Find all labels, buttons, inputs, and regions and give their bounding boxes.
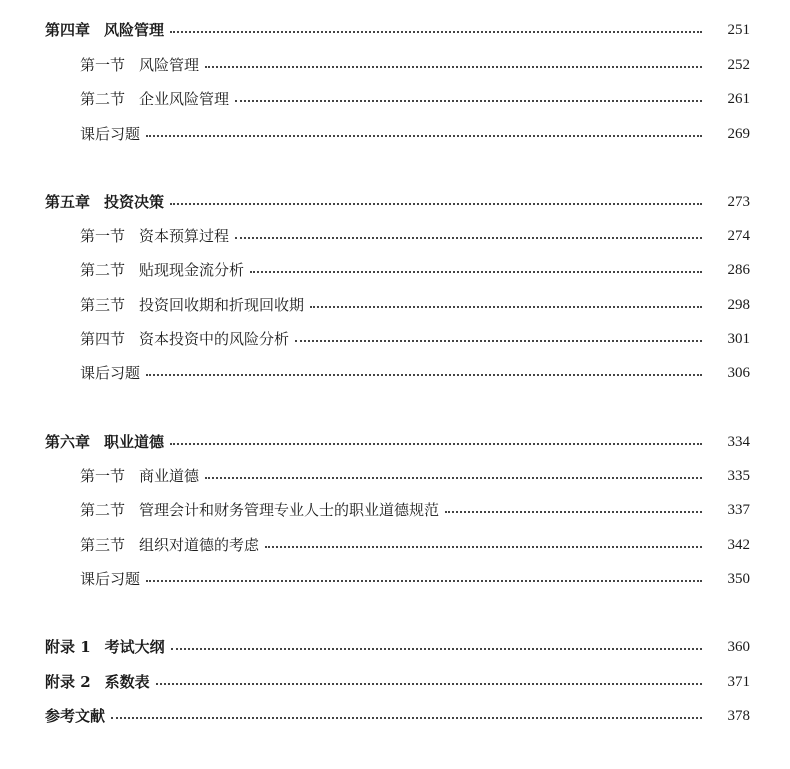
page-number: 335 [727, 467, 750, 484]
page-number: 286 [727, 261, 750, 278]
entry-label [80, 52, 199, 78]
references-title: 参考文献 [45, 707, 106, 725]
section-number: 第二节 [80, 501, 126, 519]
page-number: 269 [727, 125, 750, 142]
section-title: 商业道德 [139, 467, 200, 485]
dot-leader [295, 340, 702, 342]
page-number: 334 [727, 433, 750, 450]
page-number: 371 [727, 673, 750, 690]
section-number: 第一节 [80, 467, 126, 485]
toc-section[interactable] [0, 532, 790, 558]
entry-label [45, 669, 150, 695]
section-number: 第三节 [80, 536, 126, 554]
page-number: 350 [727, 570, 750, 587]
dot-leader [170, 203, 702, 205]
dot-leader [146, 374, 702, 376]
appendix-number: 附录 2 [45, 673, 91, 691]
entry-label [80, 497, 439, 523]
dot-leader [235, 237, 702, 239]
dot-leader [310, 306, 702, 308]
dot-leader [111, 717, 702, 719]
section-title: 资本预算过程 [139, 227, 230, 245]
toc-exercise[interactable] [0, 566, 790, 592]
dot-leader [205, 66, 702, 68]
chapter-title: 风险管理 [104, 21, 165, 39]
section-title: 组织对道德的考虑 [139, 536, 260, 554]
section-title: 管理会计和财务管理专业人士的职业道德规范 [139, 501, 440, 519]
dot-leader [235, 100, 702, 102]
entry-label [80, 532, 259, 558]
entry-label [80, 86, 229, 112]
toc-section[interactable] [0, 463, 790, 489]
toc-appendix-1[interactable] [0, 634, 790, 660]
exercise-title: 课后习题 [80, 570, 141, 588]
dot-leader [170, 31, 702, 33]
appendix-title: 考试大纲 [104, 638, 165, 656]
dot-leader [146, 580, 702, 582]
entry-label [80, 121, 140, 147]
page-number: 306 [727, 364, 750, 381]
page-number: 252 [727, 56, 750, 73]
entry-label [80, 257, 244, 283]
toc-section[interactable] [0, 257, 790, 283]
entry-label [45, 17, 164, 43]
exercise-title: 课后习题 [80, 125, 141, 143]
entry-label [45, 429, 164, 455]
page-number: 337 [727, 501, 750, 518]
appendix-number: 附录 1 [45, 638, 91, 656]
section-number: 第二节 [80, 90, 126, 108]
dot-leader [205, 477, 702, 479]
page-number: 360 [727, 638, 750, 655]
entry-label [80, 326, 289, 352]
section-title: 投资回收期和折现回收期 [139, 296, 305, 314]
toc-section[interactable] [0, 292, 790, 318]
chapter-number: 第五章 [45, 193, 91, 211]
page-number: 342 [727, 536, 750, 553]
toc-section[interactable] [0, 326, 790, 352]
dot-leader [170, 443, 702, 445]
entry-label [45, 634, 165, 660]
page-number: 298 [727, 296, 750, 313]
toc-appendix-2[interactable] [0, 669, 790, 695]
section-number: 第一节 [80, 56, 126, 74]
section-number: 第二节 [80, 261, 126, 279]
page-number: 251 [727, 21, 750, 38]
toc-section[interactable] [0, 86, 790, 112]
entry-label [80, 360, 140, 386]
chapter-number: 第四章 [45, 21, 91, 39]
entry-label [80, 463, 199, 489]
section-title: 企业风险管理 [139, 90, 230, 108]
exercise-title: 课后习题 [80, 364, 141, 382]
dot-leader [171, 648, 702, 650]
page-number: 378 [727, 707, 750, 724]
page-number: 274 [727, 227, 750, 244]
section-number: 第三节 [80, 296, 126, 314]
chapter-title: 职业道德 [104, 433, 165, 451]
toc-exercise[interactable] [0, 360, 790, 386]
chapter-title: 投资决策 [104, 193, 165, 211]
page-number: 261 [727, 90, 750, 107]
toc-chapter-5[interactable] [0, 189, 790, 215]
entry-label [45, 703, 105, 729]
dot-leader [445, 511, 702, 513]
entry-label [80, 566, 140, 592]
section-number: 第四节 [80, 330, 126, 348]
page-number: 273 [727, 193, 750, 210]
toc-section[interactable] [0, 223, 790, 249]
section-title: 贴现现金流分析 [139, 261, 245, 279]
section-title: 资本投资中的风险分析 [139, 330, 290, 348]
dot-leader [156, 683, 702, 685]
toc-chapter-6[interactable] [0, 429, 790, 455]
entry-label [45, 189, 164, 215]
toc-references[interactable] [0, 703, 790, 729]
chapter-number: 第六章 [45, 433, 91, 451]
section-title: 风险管理 [139, 56, 200, 74]
dot-leader [146, 135, 702, 137]
toc-section[interactable] [0, 497, 790, 523]
appendix-title: 系数表 [104, 673, 150, 691]
toc-section[interactable] [0, 52, 790, 78]
dot-leader [250, 271, 702, 273]
entry-label [80, 223, 229, 249]
page-number: 301 [727, 330, 750, 347]
entry-label [80, 292, 304, 318]
section-number: 第一节 [80, 227, 126, 245]
toc-chapter-4[interactable] [0, 17, 790, 43]
dot-leader [265, 546, 702, 548]
toc-exercise[interactable] [0, 121, 790, 147]
